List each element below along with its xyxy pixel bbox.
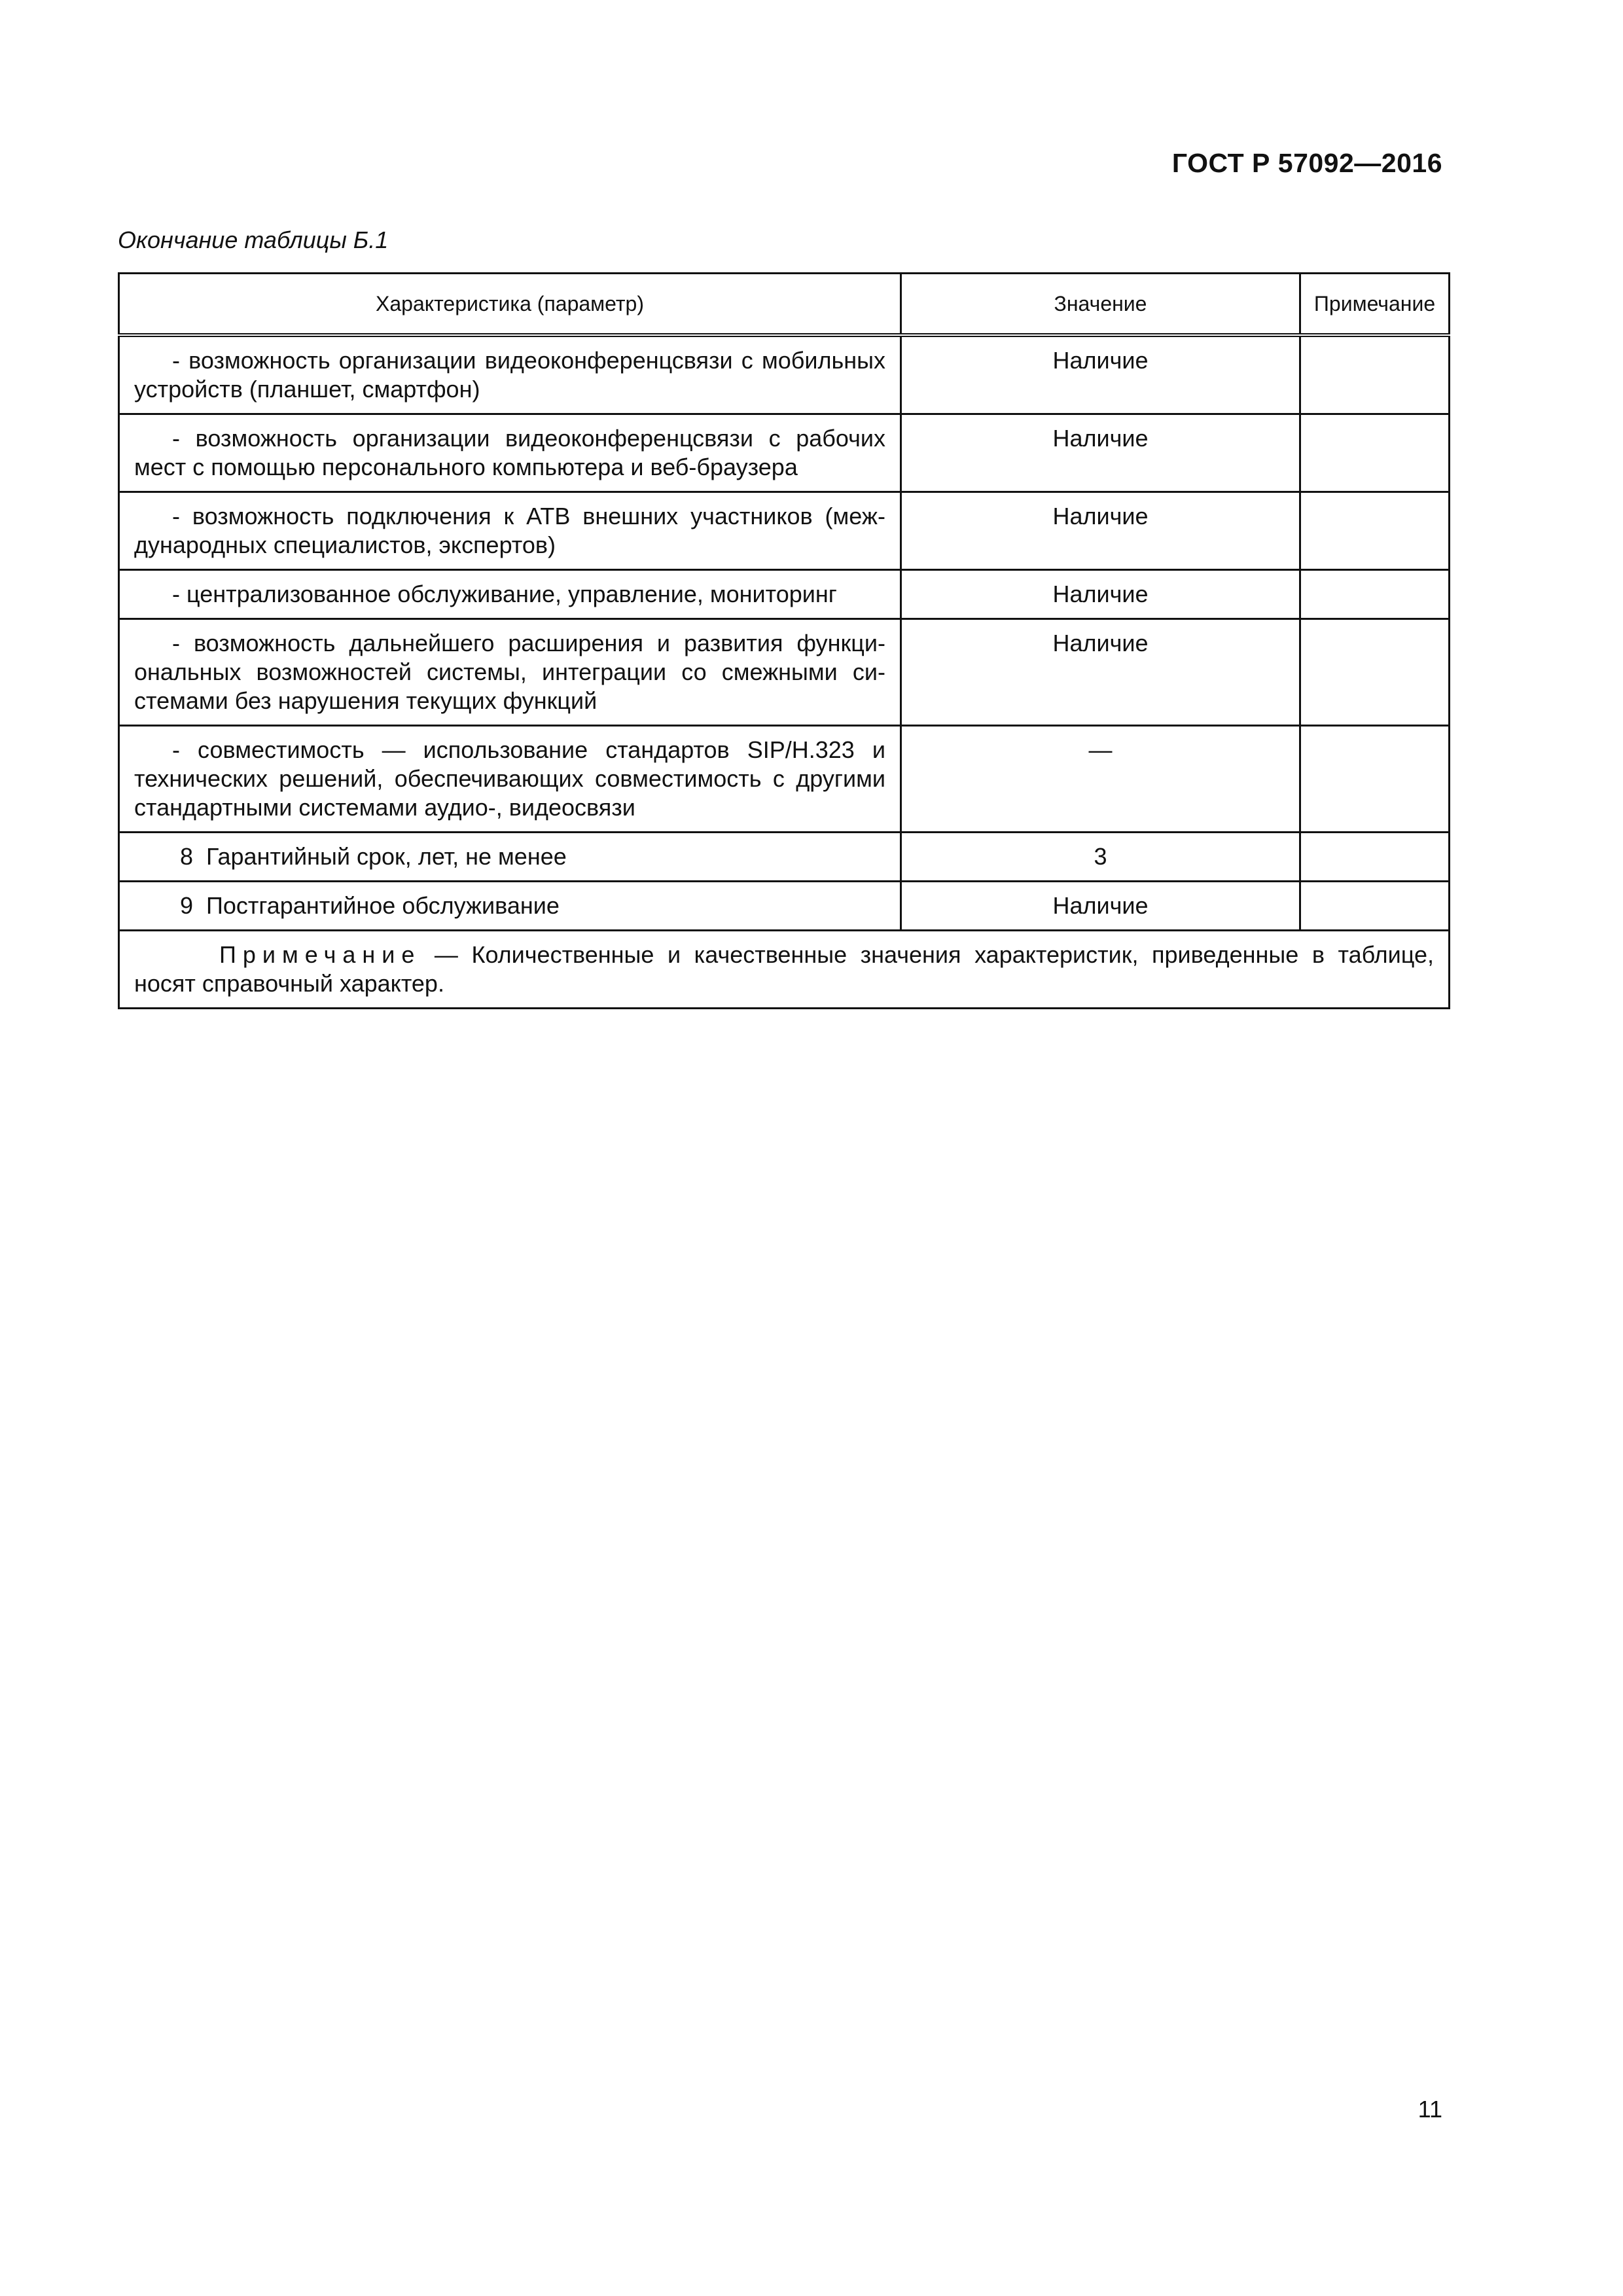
note-cell bbox=[1300, 619, 1450, 726]
note-cell bbox=[1300, 492, 1450, 570]
value-cell: Наличие bbox=[901, 335, 1300, 414]
column-header-value: Значение bbox=[901, 274, 1300, 336]
value-cell: 3 bbox=[901, 833, 1300, 882]
characteristic-cell: - возможность организации видеоконференцсвязи с рабочих мест с помощью персонального компьютера и веб-браузера bbox=[119, 414, 901, 492]
note-cell bbox=[1300, 882, 1450, 931]
table-footnote bbox=[119, 931, 1450, 1009]
table-footnote-row bbox=[119, 931, 1450, 1009]
table-row bbox=[119, 492, 1450, 570]
value-cell: Наличие bbox=[901, 882, 1300, 931]
note-cell bbox=[1300, 726, 1450, 833]
column-header-note: Примечание bbox=[1300, 274, 1450, 336]
characteristic-cell: - возможность организации видеоконференцсвязи с мобильных устройств (планшет, смартфон) bbox=[119, 335, 901, 414]
note-cell bbox=[1300, 414, 1450, 492]
page-number: 11 bbox=[1418, 2096, 1442, 2123]
footnote-label: Примечание bbox=[219, 941, 421, 968]
document-code: ГОСТ Р 57092—2016 bbox=[1171, 148, 1442, 178]
specification-table bbox=[118, 272, 1450, 1009]
value-cell: Наличие bbox=[901, 414, 1300, 492]
value-cell: Наличие bbox=[901, 619, 1300, 726]
table-row bbox=[119, 833, 1450, 882]
table-row bbox=[119, 414, 1450, 492]
table-row bbox=[119, 570, 1450, 619]
characteristic-cell: 9 Постгарантийное обслуживание bbox=[119, 882, 901, 931]
table-row bbox=[119, 619, 1450, 726]
characteristic-cell: - возможность подключения к АТВ внешних участников (международных специалистов, экспертов) bbox=[119, 492, 901, 570]
characteristic-cell: 8 Гарантийный срок, лет, не менее bbox=[119, 833, 901, 882]
table-row bbox=[119, 726, 1450, 833]
characteristic-cell: - возможность дальнейшего расширения и развития функциональных возможностей системы, интеграции со смежными системами без нарушения текущих функций bbox=[119, 619, 901, 726]
characteristic-cell: - централизованное обслуживание, управление, мониторинг bbox=[119, 570, 901, 619]
table-header-row bbox=[119, 274, 1450, 336]
note-cell bbox=[1300, 833, 1450, 882]
characteristic-cell: - совместимость — использование стандартов SIP/H.323 и технических решений, обеспечивающих совместимость с другими стандартными системами аудио-, видеосвязи bbox=[119, 726, 901, 833]
note-cell bbox=[1300, 570, 1450, 619]
column-header-characteristic: Характеристика (параметр) bbox=[119, 274, 901, 336]
table-row bbox=[119, 882, 1450, 931]
value-cell: — bbox=[901, 726, 1300, 833]
table-caption: Окончание таблицы Б.1 bbox=[118, 226, 389, 253]
value-cell: Наличие bbox=[901, 492, 1300, 570]
note-cell bbox=[1300, 335, 1450, 414]
footnote-text: — Количественные и качественные значения характеристик, приведенные в таблице, носят справочный характер. bbox=[134, 941, 1434, 997]
table-row bbox=[119, 335, 1450, 414]
value-cell: Наличие bbox=[901, 570, 1300, 619]
